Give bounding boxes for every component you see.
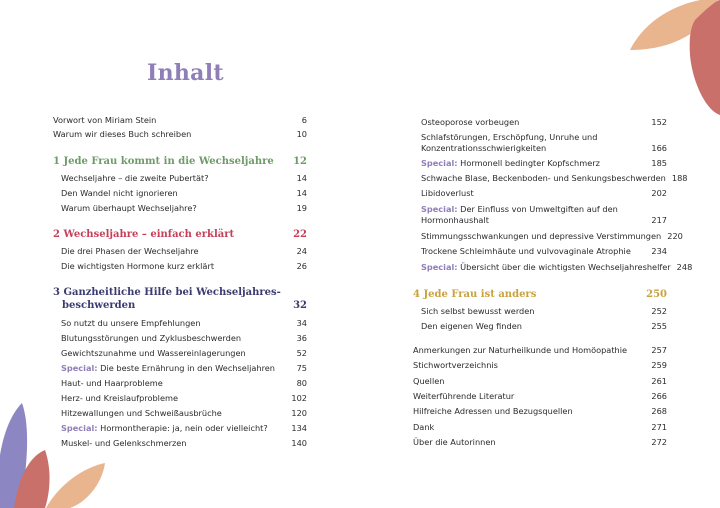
toc-entry[interactable] <box>61 393 307 403</box>
entry-title: Warum überhaupt Wechseljahre? <box>61 203 197 213</box>
entry-title: Gewichtszunahme und Wassereinlagerungen <box>61 348 246 358</box>
entry-title: Dank <box>413 422 435 432</box>
entry-page: 234 <box>651 246 667 256</box>
entry-title: Wechseljahre – die zweite Pubertät? <box>61 173 209 183</box>
toc-entry[interactable] <box>61 438 307 448</box>
toc-entry-special[interactable] <box>421 262 693 272</box>
toc-entry[interactable] <box>61 203 307 213</box>
entry-title: Schwache Blase, Beckenboden- und Senkungsbeschwerden <box>421 173 666 183</box>
entry-page: 166 <box>651 143 667 153</box>
page-title: Inhalt <box>147 60 224 86</box>
toc-entry[interactable] <box>421 117 667 127</box>
entry-title: So nutzt du unsere Empfehlungen <box>61 318 201 328</box>
toc-entry[interactable] <box>61 261 307 271</box>
toc-entry-special[interactable] <box>61 423 307 433</box>
entry-title: Vorwort von Miriam Stein <box>53 115 157 125</box>
toc-entry[interactable] <box>61 318 307 328</box>
entry-page: 120 <box>291 408 307 418</box>
chapter-heading[interactable] <box>53 229 307 241</box>
entry-title: Die drei Phasen der Wechseljahre <box>61 246 199 256</box>
entry-title: Über die Autorinnen <box>413 437 496 447</box>
toc-entry[interactable] <box>61 333 307 343</box>
entry-title: Den eigenen Weg finden <box>421 321 522 331</box>
entry-page: 24 <box>296 246 307 256</box>
toc-entry[interactable] <box>53 129 307 139</box>
toc-entry[interactable] <box>413 345 667 355</box>
toc-entry[interactable] <box>53 115 307 125</box>
entry-title: Sich selbst bewusst werden <box>421 306 535 316</box>
chapter-heading[interactable] <box>53 287 307 299</box>
entry-title: Hitzewallungen und Schweißausbrüche <box>61 408 222 418</box>
entry-page: 266 <box>651 391 667 401</box>
entry-page: 14 <box>296 173 307 183</box>
entry-title: Die wichtigsten Hormone kurz erklärt <box>61 261 215 271</box>
entry-page: 252 <box>651 306 667 316</box>
toc-entry[interactable] <box>61 348 307 358</box>
entry-title: Stichwortverzeichnis <box>413 360 498 370</box>
entry-title: Trockene Schleimhäute und vulvovaginale Atrophie <box>421 246 631 256</box>
entry-title: Anmerkungen zur Naturheilkunde und Homöopathie <box>413 345 628 355</box>
entry-title: Libidoverlust <box>421 188 474 198</box>
leaf-decoration-top-right <box>600 0 720 115</box>
entry-title: Hormontherapie: ja, nein oder vielleicht? <box>97 423 268 433</box>
toc-entry[interactable] <box>421 231 683 241</box>
entry-title: Haut- und Haarprobleme <box>61 378 163 388</box>
entry-page: 257 <box>651 345 667 355</box>
entry-title: Weiterführende Literatur <box>413 391 515 401</box>
chapter-page: 32 <box>293 300 307 311</box>
entry-title: Den Wandel nicht ignorieren <box>61 188 178 198</box>
toc-entry-continued[interactable] <box>421 143 667 153</box>
chapter-title: 4 Jede Frau ist anders <box>413 289 537 300</box>
toc-entry[interactable] <box>421 188 667 198</box>
toc-entry[interactable] <box>421 132 667 142</box>
entry-page: 19 <box>296 203 307 213</box>
entry-title: Hilfreiche Adressen und Bezugsquellen <box>413 406 573 416</box>
entry-title: Osteoporose vorbeugen <box>421 117 520 127</box>
chapter-title: 1 Jede Frau kommt in die Wechseljahre <box>53 156 274 167</box>
toc-entry[interactable] <box>421 306 667 316</box>
entry-title: Der Einfluss von Umweltgiften auf den <box>457 204 618 214</box>
entry-page: 255 <box>651 321 667 331</box>
entry-page: 152 <box>651 117 667 127</box>
entry-title: Konzentrationsschwierigkeiten <box>421 143 547 153</box>
entry-page: 80 <box>296 378 307 388</box>
entry-page: 220 <box>667 231 683 241</box>
special-label: Special: <box>421 158 458 168</box>
special-label: Special: <box>61 363 98 373</box>
entry-page: 14 <box>296 188 307 198</box>
entry-page: 75 <box>296 363 307 373</box>
entry-title: Muskel- und Gelenkschmerzen <box>61 438 187 448</box>
chapter-title: 3 Ganzheitliche Hilfe bei Wechseljahres- <box>53 287 281 298</box>
toc-entry-continued[interactable] <box>421 215 667 225</box>
entry-page: 52 <box>296 348 307 358</box>
chapter-heading-continued[interactable] <box>62 300 307 312</box>
entry-title: Herz- und Kreislaufprobleme <box>61 393 179 403</box>
entry-title: Stimmungsschwankungen und depressive Verstimmungen <box>421 231 662 241</box>
chapter-page: 250 <box>646 289 667 300</box>
entry-title: Blutungsstörungen und Zyklusbeschwerden <box>61 333 242 343</box>
entry-page: 248 <box>676 262 693 272</box>
entry-title: Quellen <box>413 376 445 386</box>
toc-entry[interactable] <box>413 437 667 447</box>
toc-entry[interactable] <box>413 376 667 386</box>
toc-entry[interactable] <box>421 173 688 183</box>
toc-entry[interactable] <box>421 246 667 256</box>
toc-entry[interactable] <box>413 391 667 401</box>
entry-title: Übersicht über die wichtigsten Wechseljahreshelfer <box>457 262 671 272</box>
chapter-heading[interactable] <box>413 289 667 301</box>
chapter-heading[interactable] <box>53 156 307 168</box>
special-label: Special: <box>421 204 458 214</box>
entry-title: Die beste Ernährung in den Wechseljahren <box>97 363 275 373</box>
entry-page: 6 <box>301 115 307 125</box>
entry-page: 140 <box>291 438 307 448</box>
chapter-page: 12 <box>293 156 307 167</box>
toc-entry[interactable] <box>61 246 307 256</box>
entry-title: Hormonell bedingter Kopfschmerz <box>457 158 600 168</box>
entry-page: 268 <box>651 406 667 416</box>
toc-entry[interactable] <box>421 321 667 331</box>
toc-entry[interactable] <box>61 188 307 198</box>
toc-entry-special[interactable] <box>421 158 667 168</box>
toc-entry[interactable] <box>413 360 667 370</box>
chapter-page: 22 <box>293 229 307 240</box>
entry-title: Hormonhaushalt <box>421 215 489 225</box>
entry-page: 188 <box>671 173 688 183</box>
special-label: Special: <box>61 423 98 433</box>
chapter-title: 2 Wechseljahre – einfach erklärt <box>53 229 235 240</box>
chapter-title: beschwerden <box>62 300 136 311</box>
entry-page: 261 <box>651 376 667 386</box>
entry-page: 217 <box>651 215 667 225</box>
entry-page: 10 <box>296 129 307 139</box>
toc-entry-special[interactable] <box>421 204 667 214</box>
entry-title: Schlafstörungen, Erschöpfung, Unruhe und <box>421 132 598 142</box>
toc-entry[interactable] <box>61 408 307 418</box>
entry-page: 259 <box>651 360 667 370</box>
entry-page: 36 <box>296 333 307 343</box>
entry-page: 102 <box>291 393 307 403</box>
entry-title: Warum wir dieses Buch schreiben <box>53 129 192 139</box>
toc-entry[interactable] <box>413 406 667 416</box>
special-label: Special: <box>421 262 458 272</box>
toc-entry[interactable] <box>61 173 307 183</box>
toc-entry[interactable] <box>413 422 667 432</box>
toc-entry-special[interactable] <box>61 363 307 373</box>
entry-page: 26 <box>296 261 307 271</box>
toc-entry[interactable] <box>61 378 307 388</box>
entry-page: 185 <box>651 158 667 168</box>
entry-page: 202 <box>651 188 667 198</box>
entry-page: 34 <box>296 318 307 328</box>
entry-page: 271 <box>651 422 667 432</box>
entry-page: 272 <box>651 437 667 447</box>
entry-page: 134 <box>291 423 307 433</box>
